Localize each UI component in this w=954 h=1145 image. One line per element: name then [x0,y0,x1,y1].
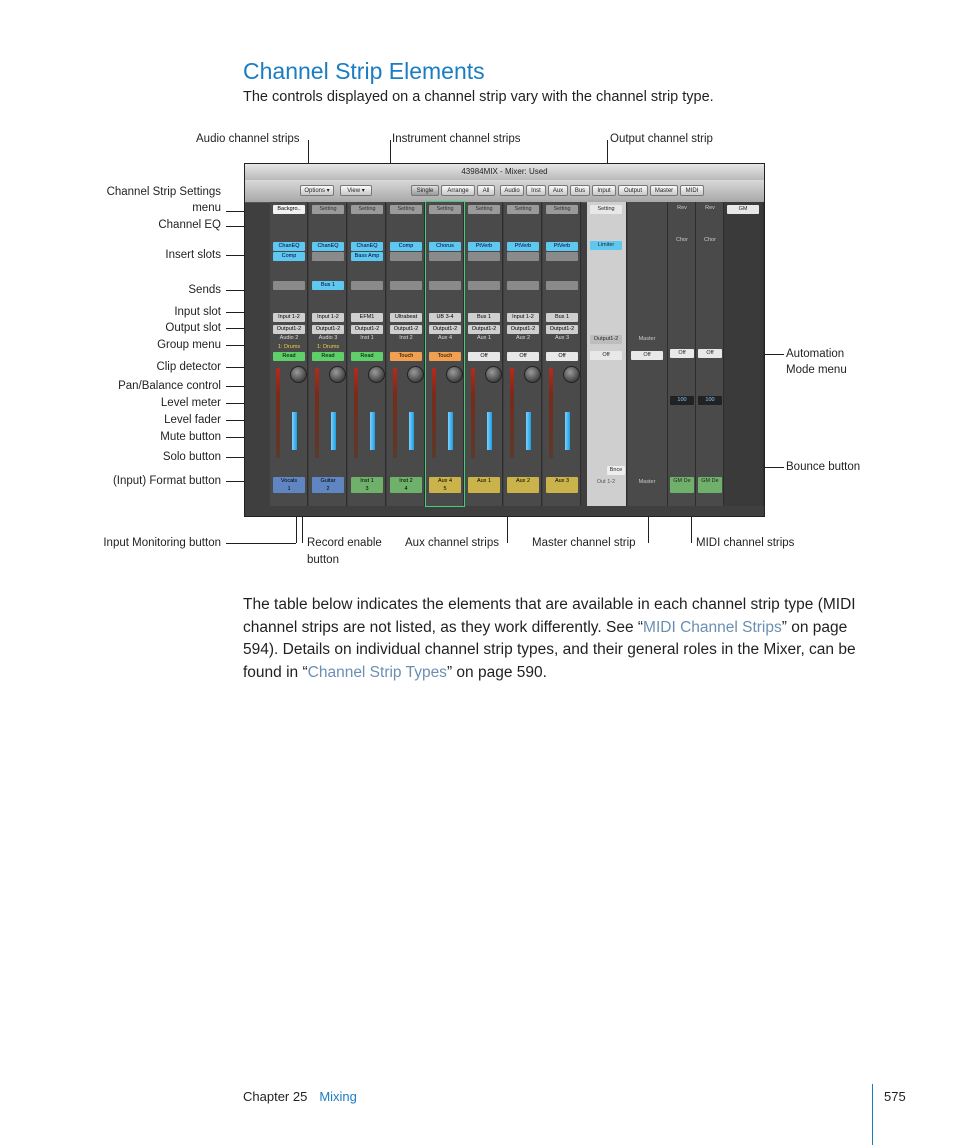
send-slot[interactable] [468,281,500,290]
page-number: 575 [884,1089,906,1104]
level-meter [354,368,358,458]
track-label: Audio 2 [279,335,299,341]
footer-section-link[interactable]: Mixing [319,1089,357,1104]
tab-all[interactable]: All [477,185,495,196]
callout-group-menu: Group menu [157,339,221,351]
automation-mode-menu[interactable]: Read [312,352,344,361]
send-slot[interactable]: Bus 1 [312,281,344,290]
channel-strip-1 [270,202,308,506]
footer-divider [872,1084,873,1145]
send-slot[interactable] [390,281,422,290]
callout-channel-eq: Channel EQ [158,219,221,231]
level-fader[interactable] [565,412,570,450]
send-slot[interactable] [273,281,305,290]
gm-strip [724,202,764,506]
track-label: Audio 3 [318,335,338,341]
midi6-value: 100 [670,396,694,405]
output-slot[interactable]: Output1-2 [468,325,500,334]
callout-insert-slots: Insert slots [165,249,221,261]
footer-chapter-label: Chapter 25 [243,1089,308,1104]
input-slot[interactable]: EFM1 [351,313,383,322]
callout-midi-strips: MIDI channel strips [696,537,795,549]
callout-audio-strips: Audio channel strips [196,133,300,145]
group-menu[interactable] [390,343,422,352]
track-name-button[interactable]: Inst 1 [351,477,383,493]
input-slot[interactable]: Ultrabeat [390,313,422,322]
body-paragraph [243,594,883,684]
callout-solo-button: Solo button [162,451,221,463]
level-fader[interactable] [292,412,297,450]
filter-audio[interactable]: Audio [500,185,524,196]
group-menu[interactable] [351,343,383,352]
callout-sends: Sends [188,284,221,296]
pan-knob[interactable] [485,366,502,383]
insert-slot-2[interactable] [312,252,344,261]
track-number: 5 [443,486,447,492]
insert-slot-1[interactable]: Comp [390,242,422,251]
input-slot[interactable]: Input 1-2 [273,313,305,322]
level-fader[interactable] [448,412,453,450]
midi6-automation-menu[interactable]: Off [670,349,694,358]
track-name-button[interactable]: Inst 2 [390,477,422,493]
track-name-button[interactable]: Vocals [273,477,305,493]
group-menu[interactable] [507,343,539,352]
level-fader[interactable] [526,412,531,450]
channel-strip-3 [348,202,386,506]
pan-knob[interactable] [329,366,346,383]
callout-mute-button: Mute button [160,431,221,443]
output-slot[interactable]: Output1-2 [429,325,461,334]
midi7-rev-label: Rev [705,205,715,211]
level-meter [549,368,553,458]
automation-mode-menu[interactable]: Off [507,352,539,361]
body-text-2: ” on page 594). Details on individual channel strip types, and their general roles in the Mixer, can be found in “ [243,618,856,681]
footer-chapter [243,1089,357,1104]
master-automation-menu[interactable]: Off [631,351,663,360]
send-slot[interactable] [546,281,578,290]
track-number [507,485,539,494]
insert-slot-1[interactable]: ChanEQ [273,242,305,251]
link-midi-channel-strips[interactable]: MIDI Channel Strips [643,618,782,636]
callout-output-strip: Output channel strip [610,133,713,145]
track-number [546,485,578,494]
page-subtitle: The controls displayed on a channel strip vary with the channel strip type. [243,89,714,105]
track-name-button[interactable]: Aux 1 [468,477,500,493]
track-label: Inst 2 [399,335,413,341]
level-fader[interactable] [331,412,336,450]
insert-slot-1[interactable]: PtVerb [546,242,578,251]
insert-slot-2[interactable] [390,252,422,261]
callout-automation-2: Mode menu [786,364,847,376]
channel-strip-setting-button[interactable]: Setting [390,205,422,214]
mixer-toolbar [245,180,764,203]
callout-input-monitoring: Input Monitoring button [103,537,221,549]
callout-record-enable: Record enable [307,537,382,549]
pan-knob[interactable] [446,366,463,383]
midi7-value: 100 [698,396,722,405]
callout-record-enable-2: button [307,554,339,566]
filter-midi[interactable]: MIDI [680,185,704,196]
input-slot[interactable]: UB 3-4 [429,313,461,322]
insert-slot-2[interactable] [468,252,500,261]
output-slot[interactable]: Output1-2 [390,325,422,334]
midi7-name[interactable]: GM De [698,477,722,493]
group-menu[interactable] [546,343,578,352]
insert-slot-1[interactable]: ChanEQ [351,242,383,251]
output-channel-strip [587,202,627,506]
channel-strip-5 [426,202,464,506]
group-menu[interactable] [429,343,461,352]
tab-single[interactable]: Single [411,185,439,196]
tab-arrange[interactable]: Arrange [441,185,475,196]
body-text-1: The table below indicates the elements that are available in each channel strip type (MIDI channel strips are not listed, as they work differently. See “ [243,596,856,636]
callout-instrument-strips: Instrument channel strips [392,133,521,145]
output-slot[interactable]: Output1-2 [351,325,383,334]
level-fader[interactable] [487,412,492,450]
track-label: Aux 3 [554,335,570,341]
group-menu[interactable] [468,343,500,352]
midi7-automation-menu[interactable]: Off [698,349,722,358]
output-insert-limiter[interactable]: Limiter [590,241,622,250]
insert-slot-1[interactable]: PtVerb [468,242,500,251]
page-title: Channel Strip Elements [243,58,485,84]
callout-level-fader: Level fader [164,414,221,426]
output-setting-button[interactable]: Setting [590,205,622,214]
track-label: Aux 1 [476,335,492,341]
midi6-chor-label: Chor [676,237,688,243]
options-menu[interactable]: Options ▾ [300,185,334,196]
send-slot[interactable] [507,281,539,290]
pan-knob[interactable] [368,366,385,383]
level-fader[interactable] [409,412,414,450]
automation-mode-menu[interactable]: Read [351,352,383,361]
midi6-name[interactable]: GM De [670,477,694,493]
group-menu[interactable]: 1: Drums [277,344,301,350]
callout-format-button: (Input) Format button [112,475,221,487]
callout-bounce-button: Bounce button [786,461,861,473]
view-menu[interactable]: View ▾ [340,185,372,196]
channel-strip-setting-button[interactable]: Setting [351,205,383,214]
callout-clip-detector: Clip detector [156,361,221,373]
bounce-button[interactable]: Bnce [607,466,625,475]
input-slot[interactable]: Bus 1 [468,313,500,322]
track-label: Inst 1 [360,335,374,341]
filter-master[interactable]: Master [650,185,678,196]
midi6-rev-label: Rev [677,205,687,211]
channel-strip-6 [465,202,503,506]
automation-mode-menu[interactable]: Off [468,352,500,361]
level-meter [276,368,280,458]
insert-slot-1[interactable]: ChanEQ [312,242,344,251]
output-slot[interactable]: Output1-2 [590,335,622,344]
track-number: 1 [287,486,291,492]
send-slot[interactable] [429,281,461,290]
level-meter [510,368,514,458]
channel-strip-setting-button[interactable]: Setting [429,205,461,214]
insert-slot-1[interactable]: PtVerb [507,242,539,251]
callout-input-slot: Input slot [174,306,221,318]
mixer-window [244,163,765,517]
output-slot[interactable]: Output1-2 [546,325,578,334]
output-slot[interactable]: Output1-2 [312,325,344,334]
callout-channel-strip-settings-2: menu [192,202,221,214]
insert-slot-1[interactable]: Chorus [429,242,461,251]
track-name-button[interactable]: Guitar [312,477,344,493]
input-slot[interactable]: Input 1-2 [312,313,344,322]
callout-level-meter: Level meter [160,397,221,409]
track-name-button[interactable]: Aux 3 [546,477,578,493]
channel-strip-setting-button[interactable]: Setting [546,205,578,214]
track-label: Aux 4 [437,335,453,341]
track-number [468,485,500,494]
pan-knob[interactable] [563,366,580,383]
output-automation-menu[interactable]: Off [590,351,622,360]
body-text-3: ” on page 590. [446,663,547,681]
insert-slot-2[interactable]: Bass Amp [351,252,383,261]
insert-slot-2[interactable]: Comp [273,252,305,261]
input-slot[interactable]: Input 1-2 [507,313,539,322]
filter-output[interactable]: Output [618,185,648,196]
master-track-label: Master [638,336,656,342]
pan-knob[interactable] [524,366,541,383]
track-number: 2 [326,486,330,492]
output-slot[interactable]: Output1-2 [273,325,305,334]
callout-output-slot: Output slot [165,322,221,334]
callout-channel-strip-settings: Channel Strip Settings [106,186,221,198]
track-label: Aux 2 [515,335,531,341]
output-slot[interactable]: Output1-2 [507,325,539,334]
midi-channel-strip-7 [696,202,724,506]
track-name-button[interactable]: Aux 4 [429,477,461,493]
filter-input[interactable]: Input [592,185,616,196]
master-channel-strip [628,202,668,506]
master-strip-name: Master [638,479,656,485]
output-strip-name: Out 1-2 [596,479,616,485]
track-name-button[interactable]: Aux 2 [507,477,539,493]
input-slot[interactable]: Bus 1 [546,313,578,322]
filter-bus[interactable]: Bus [570,185,590,196]
gm-label: GM [727,205,759,214]
track-number: 3 [365,486,369,492]
insert-slot-2[interactable] [507,252,539,261]
channel-strip-setting-button[interactable]: Setting [312,205,344,214]
filter-aux[interactable]: Aux [548,185,568,196]
automation-mode-menu[interactable]: Read [273,352,305,361]
group-menu[interactable]: 1: Drums [316,344,340,350]
callout-automation: Automation [786,348,845,360]
automation-mode-menu[interactable]: Off [546,352,578,361]
mixer-titlebar: 43984MIX - Mixer: Used [245,164,764,180]
insert-slot-2[interactable] [546,252,578,261]
level-meter [315,368,319,458]
callout-pan-balance: Pan/Balance control [118,380,221,392]
channel-strip-2 [309,202,347,506]
callout-master-strip: Master channel strip [532,537,636,549]
automation-mode-menu[interactable]: Touch [390,352,422,361]
pan-knob[interactable] [290,366,307,383]
level-meter [432,368,436,458]
level-meter [471,368,475,458]
channel-strip-4 [387,202,425,506]
automation-mode-menu[interactable]: Touch [429,352,461,361]
track-number: 4 [404,486,408,492]
channel-strip-setting-button[interactable]: Setting [468,205,500,214]
channel-strip-setting-button[interactable]: Setting [507,205,539,214]
callout-aux-strips: Aux channel strips [405,537,499,549]
channel-strip-setting-button[interactable]: Backgro.. [273,205,305,214]
insert-slot-2[interactable] [429,252,461,261]
midi7-chor-label: Chor [704,237,716,243]
channel-strip-7 [504,202,542,506]
filter-inst[interactable]: Inst [526,185,546,196]
pan-knob[interactable] [407,366,424,383]
level-fader[interactable] [370,412,375,450]
link-channel-strip-types[interactable]: Channel Strip Types [307,663,447,681]
midi-channel-strip-6 [668,202,696,506]
send-slot[interactable] [351,281,383,290]
level-meter [393,368,397,458]
channel-strip-8 [543,202,581,506]
